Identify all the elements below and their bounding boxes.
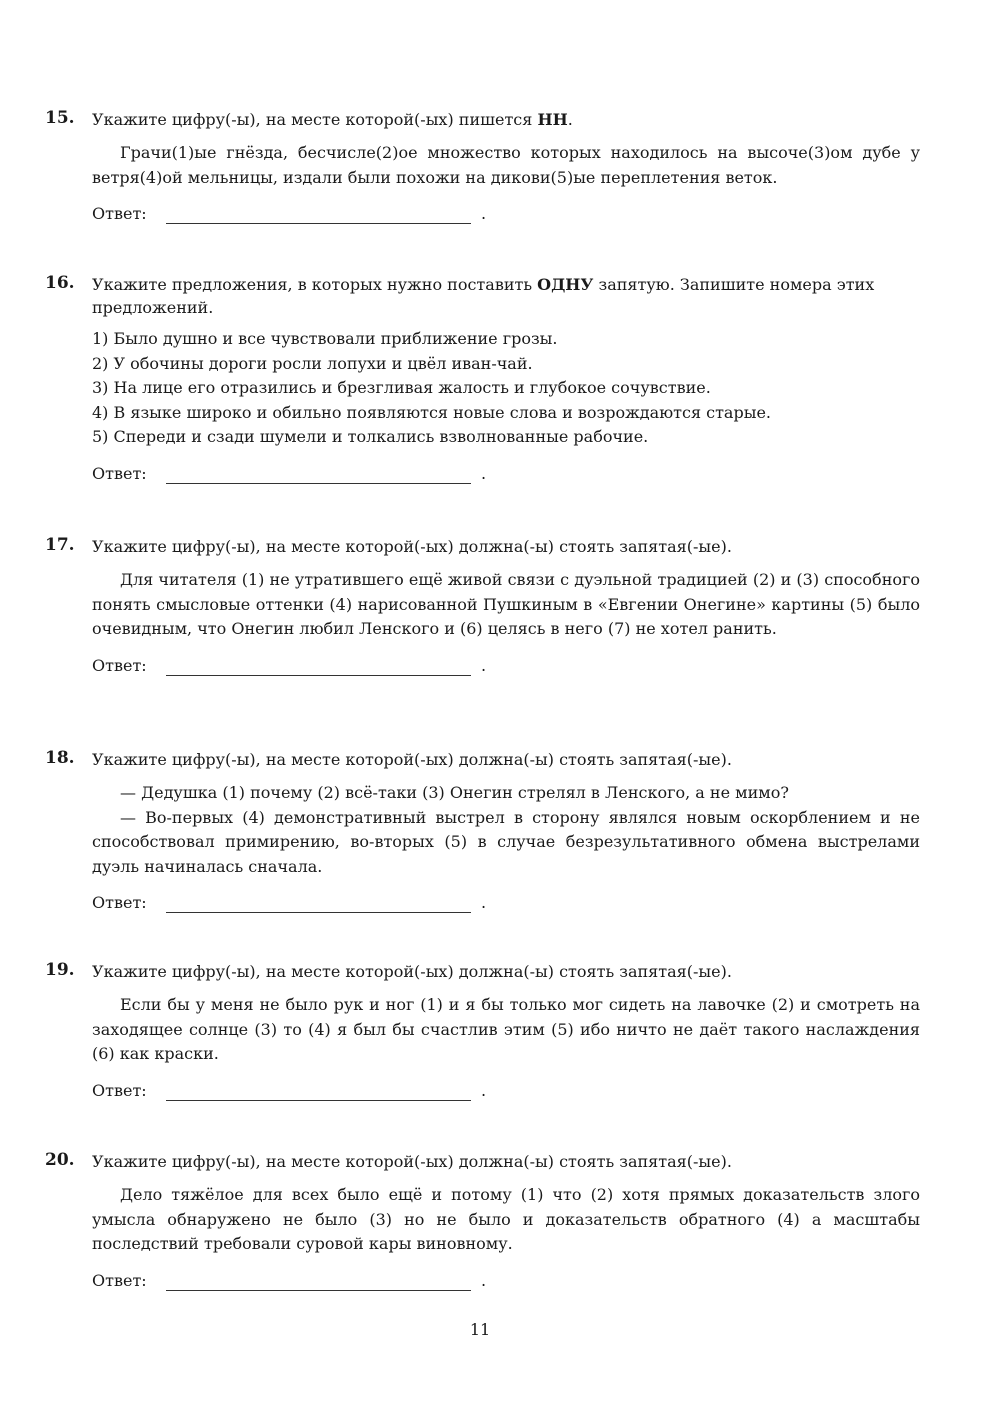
task-question: Укажите цифру(-ы), на месте которой(-ых) должна(-ы) стоять запятая(-ые). [92, 962, 732, 981]
answer-row [92, 1081, 920, 1107]
task-text: Дело тяжёлое для всех было ещё и потому (1) что (2) хотя прямых доказательств злого умысла обнаружено не было (3) но не было и доказательств обратного (4) а масштабы последствий требовали суровой кары виновному. [92, 1185, 920, 1253]
task-question [92, 108, 920, 131]
answer-row [92, 656, 920, 682]
answer-dot: . [481, 1080, 487, 1100]
answer-dot: . [481, 204, 487, 223]
dialogue-line-2: — Во-первых (4) демонстративный выстрел в сторону являлся новым оскорблением и не способствовал примирению, во-вторых (5) в случае безрезультативного обмена выстрелами дуэль начиналась сначала. [92, 807, 920, 876]
options-list [92, 327, 920, 450]
task-text: Если бы у меня не было рук и ног (1) и я бы только мог сидеть на лавочке (2) и смотреть на заходящее солнце (3) то (4) я был бы счастлив этим (5) ибо ничто не даёт такого наслаждения (6) как краски. [92, 995, 920, 1063]
task-question: Укажите цифру(-ы), на месте которой(-ых) должна(-ы) стоять запятая(-ые). [92, 537, 732, 556]
option-item: 3) На лице его отразились и брезгливая жалость и глубокое сочувствие. [92, 378, 711, 397]
question-emphasis: ОДНУ [537, 275, 594, 294]
task-text: Грачи(1)ые гнёзда, бесчисле(2)ое множество которых находилось на высоче(3)ом дубе у ветря(4)ой мельницы, издали были похожи на дикови(5)ые переплетения веток. [92, 143, 920, 187]
answer-dot: . [481, 893, 487, 912]
task-number: 16. [45, 273, 75, 293]
task-question: Укажите цифру(-ы), на месте которой(-ых) должна(-ы) стоять запятая(-ые). [92, 1152, 732, 1171]
answer-input-line[interactable] [166, 675, 471, 676]
task-19 [45, 960, 920, 1107]
task-text: Для читателя (1) не утратившего ещё живой связи с дуэльной традицией (2) и (3) способного понять смысловые оттенки (4) нарисованной Пушкиным в «Евгении Онегине» картины (5) было очевидным, что Онегин любил Ленского и (6) целясь в него (7) не хотел ранить. [92, 570, 920, 638]
task-question [92, 273, 920, 319]
task-number: 17. [45, 535, 75, 555]
answer-row [92, 893, 920, 919]
answer-dot: . [481, 655, 487, 675]
option-item: 4) В языке широко и обильно появляются новые слова и возрождаются старые. [92, 402, 771, 422]
task-17 [45, 535, 920, 682]
answer-dot: . [481, 463, 487, 483]
task-question: Укажите цифру(-ы), на месте которой(-ых) должна(-ы) стоять запятая(-ые). [92, 750, 732, 769]
answer-label: Ответ: [92, 1270, 147, 1290]
task-number: 18. [45, 748, 75, 768]
answer-row [92, 464, 920, 490]
option-item: 2) У обочины дороги росли лопухи и цвёл иван-чай. [92, 353, 533, 373]
task-number: 19. [45, 960, 75, 980]
answer-label: Ответ: [92, 204, 147, 223]
dialogue-line-1: — Дедушка (1) почему (2) всё-таки (3) Онегин стрелял в Ленского, а не мимо? [120, 783, 789, 802]
answer-dot: . [481, 1270, 487, 1290]
answer-row [92, 204, 920, 230]
question-text-end: запятую. Запишите номера этих предложений. [92, 275, 875, 317]
option-item: 5) Спереди и сзади шумели и толкались взволнованные рабочие. [92, 427, 649, 446]
task-18 [45, 748, 920, 919]
question-emphasis: НН [537, 110, 568, 129]
task-20 [45, 1150, 920, 1297]
task-number: 20. [45, 1150, 75, 1170]
question-text: Укажите предложения, в которых нужно поставить [92, 275, 538, 294]
answer-input-line[interactable] [166, 483, 471, 484]
answer-row [92, 1271, 920, 1297]
page-number: 11 [469, 1320, 491, 1339]
answer-label: Ответ: [92, 1080, 147, 1100]
answer-label: Ответ: [92, 463, 147, 483]
answer-label: Ответ: [92, 893, 147, 912]
answer-input-line[interactable] [166, 1100, 471, 1101]
task-number: 15. [45, 108, 75, 128]
question-text: Укажите цифру(-ы), на месте которой(-ых) пишется [92, 110, 538, 129]
question-text-end: . [567, 110, 573, 129]
answer-input-line[interactable] [166, 223, 471, 224]
task-text [92, 781, 920, 879]
task-16 [45, 273, 920, 490]
option-item: 1) Было душно и все чувствовали приближение грозы. [92, 329, 558, 348]
answer-input-line[interactable] [166, 1290, 471, 1291]
answer-label: Ответ: [92, 655, 147, 675]
task-15 [45, 108, 920, 230]
answer-input-line[interactable] [166, 912, 471, 913]
